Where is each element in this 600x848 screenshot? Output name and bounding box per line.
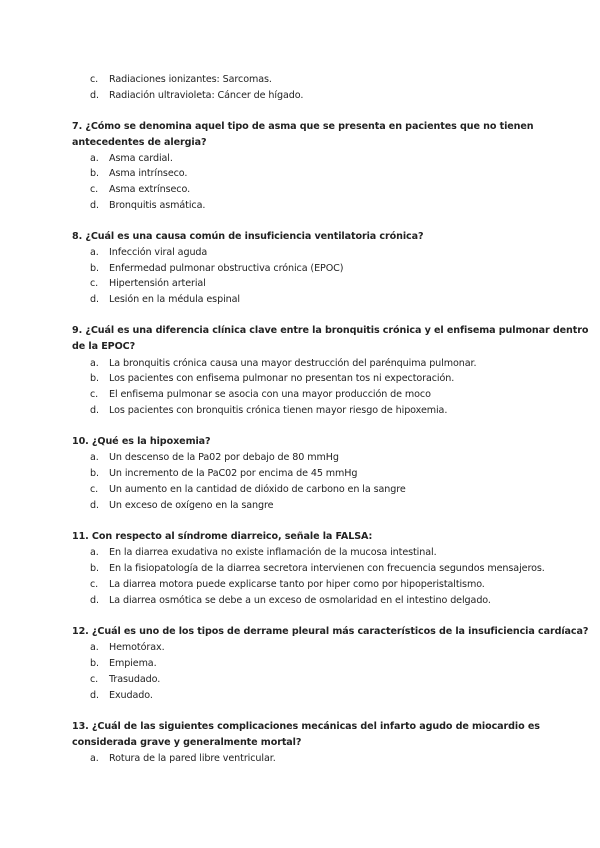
option-letter: d. <box>90 500 99 511</box>
option-letter: b. <box>90 263 99 274</box>
option-letter: b. <box>90 373 99 384</box>
option-letter: c. <box>90 674 99 685</box>
option-letter: d. <box>90 200 99 211</box>
option-letter: a. <box>90 753 99 764</box>
option-text: Lesión en la médula espinal <box>109 294 240 305</box>
option-letter: a. <box>90 642 99 653</box>
option-line <box>90 562 545 575</box>
option-letter: c. <box>90 74 99 85</box>
option-text: Asma intrínseco. <box>109 168 188 179</box>
question-7-text-cont: antecedentes de alergia? <box>72 137 207 148</box>
option-text: Los pacientes con bronquitis crónica tienen mayor riesgo de hipoxemia. <box>109 405 448 416</box>
option-text: Empiema. <box>109 658 157 669</box>
option-line <box>90 673 160 686</box>
option-letter: b. <box>90 658 99 669</box>
option-text: La diarrea motora puede explicarse tanto por hiper como por hipoperistaltismo. <box>109 579 485 590</box>
option-line <box>90 546 437 559</box>
option-text: Infección viral aguda <box>109 247 208 258</box>
option-letter: d. <box>90 690 99 701</box>
option-line <box>90 657 157 670</box>
option-text: Un exceso de oxígeno en la sangre <box>109 500 274 511</box>
option-letter: d. <box>90 595 99 606</box>
option-line <box>90 73 272 86</box>
option-letter: b. <box>90 168 99 179</box>
option-line <box>90 404 447 417</box>
option-line <box>90 199 205 212</box>
option-text: Trasudado. <box>109 674 161 685</box>
option-line <box>90 388 431 401</box>
option-line <box>90 641 165 654</box>
option-letter: c. <box>90 484 99 495</box>
option-letter: b. <box>90 468 99 479</box>
option-text: Rotura de la pared libre ventricular. <box>109 753 276 764</box>
option-line <box>90 372 454 385</box>
option-letter: c. <box>90 579 99 590</box>
option-text: La diarrea osmótica se debe a un exceso de osmolaridad en el intestino delgado. <box>109 595 491 606</box>
option-letter: d. <box>90 405 99 416</box>
option-line <box>90 183 190 196</box>
option-text: Un descenso de la Pa02 por debajo de 80 mmHg <box>109 452 339 463</box>
option-line <box>90 594 491 607</box>
option-letter: c. <box>90 184 99 195</box>
option-line <box>90 89 303 102</box>
option-text: El enfisema pulmonar se asocia con una mayor producción de moco <box>109 389 431 400</box>
option-letter: a. <box>90 153 99 164</box>
question-12-text: 12. ¿Cuál es uno de los tipos de derrame pleural más característicos de la insuficiencia cardíaca? <box>72 626 589 637</box>
option-line <box>90 167 187 180</box>
option-letter: a. <box>90 547 99 558</box>
option-line <box>90 499 273 512</box>
option-letter: a. <box>90 247 99 258</box>
option-text: Asma extrínseco. <box>109 184 191 195</box>
question-13-text-cont: considerada grave y generalmente mortal? <box>72 737 302 748</box>
question-9-text: 9. ¿Cuál es una diferencia clínica clave entre la bronquitis crónica y el enfisema pulmonar dentro <box>72 325 589 336</box>
option-text: La bronquitis crónica causa una mayor destrucción del parénquima pulmonar. <box>109 358 477 369</box>
question-9-text-cont: de la EPOC? <box>72 341 136 352</box>
option-text: Un incremento de la PaC02 por encima de 45 mmHg <box>109 468 358 479</box>
option-line <box>90 451 339 464</box>
option-line <box>90 277 206 290</box>
option-text: Hipertensión arterial <box>109 278 206 289</box>
option-line <box>90 752 276 765</box>
option-line <box>90 357 476 370</box>
option-line <box>90 293 240 306</box>
option-letter: a. <box>90 452 99 463</box>
option-line <box>90 689 153 702</box>
option-text: Un aumento en la cantidad de dióxido de carbono en la sangre <box>109 484 406 495</box>
option-letter: d. <box>90 294 99 305</box>
option-text: Radiaciones ionizantes: Sarcomas. <box>109 74 272 85</box>
option-text: Exudado. <box>109 690 153 701</box>
option-line <box>90 262 343 275</box>
question-8-text: 8. ¿Cuál es una causa común de insuficiencia ventilatoria crónica? <box>72 231 424 242</box>
option-text: En la diarrea exudativa no existe inflamación de la mucosa intestinal. <box>109 547 437 558</box>
option-text: Hemotórax. <box>109 642 165 653</box>
option-line <box>90 246 207 259</box>
question-10-text: 10. ¿Qué es la hipoxemia? <box>72 436 211 447</box>
option-letter: d. <box>90 90 99 101</box>
option-text: Enfermedad pulmonar obstructiva crónica (EPOC) <box>109 263 344 274</box>
option-text: Radiación ultravioleta: Cáncer de hígado. <box>109 90 304 101</box>
question-11-text: 11. Con respecto al síndrome diarreico, señale la FALSA: <box>72 531 373 542</box>
option-text: En la fisiopatología de la diarrea secretora intervienen con frecuencia segundos mensajeros. <box>109 563 545 574</box>
option-letter: c. <box>90 278 99 289</box>
question-7-text: 7. ¿Cómo se denomina aquel tipo de asma que se presenta en pacientes que no tienen <box>72 121 534 132</box>
option-letter: c. <box>90 389 99 400</box>
option-line <box>90 578 485 591</box>
option-letter: b. <box>90 563 99 574</box>
option-line <box>90 483 406 496</box>
option-line <box>90 152 173 165</box>
question-13-text: 13. ¿Cuál de las siguientes complicaciones mecánicas del infarto agudo de miocardio es <box>72 721 540 732</box>
option-text: Bronquitis asmática. <box>109 200 206 211</box>
option-line <box>90 467 357 480</box>
option-text: Los pacientes con enfisema pulmonar no presentan tos ni expectoración. <box>109 373 455 384</box>
option-letter: a. <box>90 358 99 369</box>
option-text: Asma cardial. <box>109 153 173 164</box>
